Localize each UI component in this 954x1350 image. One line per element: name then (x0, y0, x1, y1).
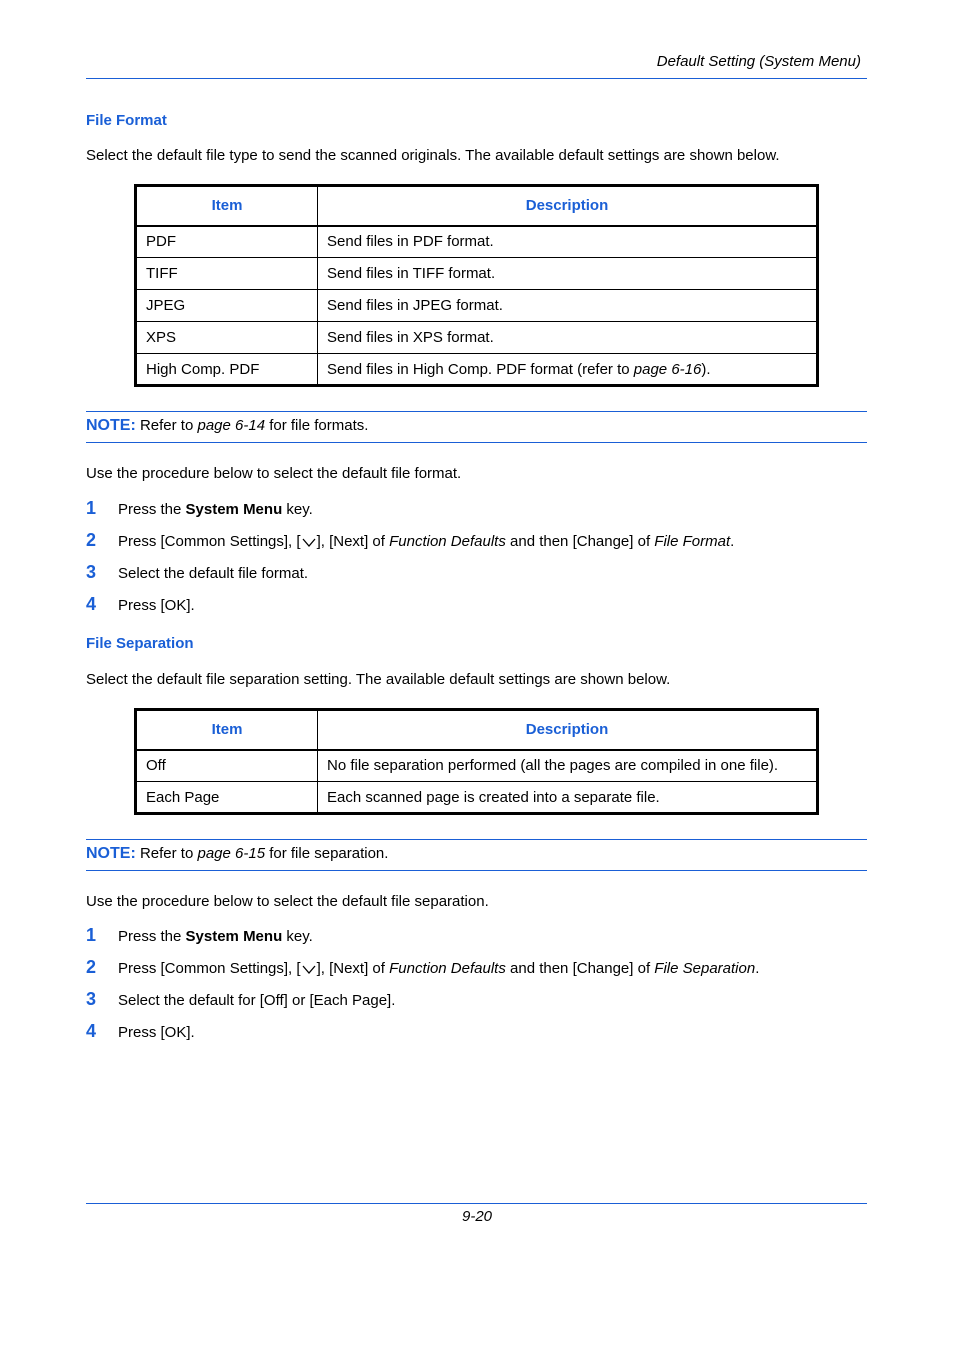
table-header-row (136, 710, 818, 750)
step-text-part: Press the (118, 928, 186, 945)
file-separation-procedure-intro: Use the procedure below to select the default file separation. (86, 893, 489, 910)
system-menu-key-label: System Menu (185, 501, 283, 518)
step-number: 3 (86, 989, 97, 1009)
step-text-part: key. (282, 501, 313, 518)
step-text-part: Press [Common Settings], [ (118, 533, 301, 550)
step-text (118, 928, 313, 945)
cell-description: Send files in TIFF format. (318, 258, 818, 290)
step-text (118, 960, 759, 977)
note-text: Refer to (135, 845, 198, 862)
step-text: Select the default for [Off] or [Each Page]. (118, 992, 396, 1009)
page-reference-link[interactable]: page 6-14 (197, 417, 266, 434)
cell-description: No file separation performed (all the pages are compiled in one file). (318, 750, 818, 782)
cell-item: Each Page (136, 782, 318, 814)
cell-item: PDF (136, 226, 318, 258)
cell-item: TIFF (136, 258, 318, 290)
cell-item: JPEG (136, 290, 318, 322)
cell-description (318, 354, 818, 386)
step-number: 4 (86, 594, 97, 614)
step-text-italic: File Separation (654, 960, 756, 977)
page-reference-link[interactable]: page 6-15 (197, 845, 266, 862)
step-text (118, 533, 734, 550)
table-header-row (136, 186, 818, 226)
step-text-part: Press [Common Settings], [ (118, 960, 301, 977)
section-heading-file-format: File Format (86, 112, 167, 129)
step-text-italic: Function Defaults (389, 960, 506, 977)
step-number: 2 (86, 957, 97, 977)
table-row (136, 322, 818, 354)
step-text: Press [OK]. (118, 597, 195, 614)
note-text: Refer to (135, 417, 198, 434)
header-rule (86, 78, 867, 79)
step-text-italic: Function Defaults (389, 533, 506, 550)
file-format-table (134, 184, 819, 387)
step-text-part: and then [Change] of (505, 533, 655, 550)
running-header-title: Default Setting (System Menu) (656, 53, 861, 70)
column-header-item: Item (136, 710, 318, 750)
step-text-part: ], [Next] of (316, 960, 390, 977)
table-row (136, 354, 818, 386)
step-number: 3 (86, 562, 97, 582)
step-text-part: Press the (118, 501, 186, 518)
note-text: for file formats. (265, 417, 369, 434)
step-text: Press [OK]. (118, 1024, 195, 1041)
table-row (136, 782, 818, 814)
system-menu-key-label: System Menu (185, 928, 283, 945)
note-text: for file separation. (265, 845, 389, 862)
table-row (136, 750, 818, 782)
cell-item: High Comp. PDF (136, 354, 318, 386)
step-text-part: ], [Next] of (316, 533, 390, 550)
cell-description: Send files in PDF format. (318, 226, 818, 258)
chevron-down-icon (301, 535, 317, 547)
table-row (136, 258, 818, 290)
file-format-procedure-intro: Use the procedure below to select the default file format. (86, 465, 462, 482)
cell-item: XPS (136, 322, 318, 354)
step-text-part: . (730, 533, 735, 550)
cell-item: Off (136, 750, 318, 782)
footer-rule (86, 1203, 867, 1204)
column-header-item: Item (136, 186, 318, 226)
file-separation-intro: Select the default file separation setting. The available default settings are shown below. (86, 671, 671, 688)
step-text-italic: File Format (654, 533, 731, 550)
step-number: 2 (86, 530, 97, 550)
table-row (136, 226, 818, 258)
column-header-description: Description (318, 710, 818, 750)
cell-description: Each scanned page is created into a separate file. (318, 782, 818, 814)
file-format-intro: Select the default file type to send the scanned originals. The available default settings are shown below. (86, 147, 780, 164)
table-row (136, 290, 818, 322)
step-text (118, 501, 313, 518)
note-label: NOTE: (86, 417, 136, 434)
step-number: 1 (86, 925, 97, 945)
step-number: 1 (86, 498, 97, 518)
page-reference-link[interactable]: page 6-16 (633, 360, 702, 378)
column-header-description: Description (318, 186, 818, 226)
desc-text: ). (701, 360, 711, 378)
note-label: NOTE: (86, 845, 136, 862)
page-number: 9-20 (461, 1208, 493, 1225)
step-text-part: and then [Change] of (505, 960, 655, 977)
step-number: 4 (86, 1021, 97, 1041)
desc-text: Send files in High Comp. PDF format (refer to (327, 360, 634, 378)
section-heading-file-separation: File Separation (86, 635, 194, 652)
file-separation-table (134, 708, 819, 815)
step-text: Select the default file format. (118, 565, 309, 582)
note-box-file-format (86, 411, 867, 443)
note-box-file-separation (86, 839, 867, 871)
step-text-part: key. (282, 928, 313, 945)
cell-description: Send files in XPS format. (318, 322, 818, 354)
step-text-part: . (755, 960, 760, 977)
chevron-down-icon (301, 962, 317, 974)
cell-description: Send files in JPEG format. (318, 290, 818, 322)
